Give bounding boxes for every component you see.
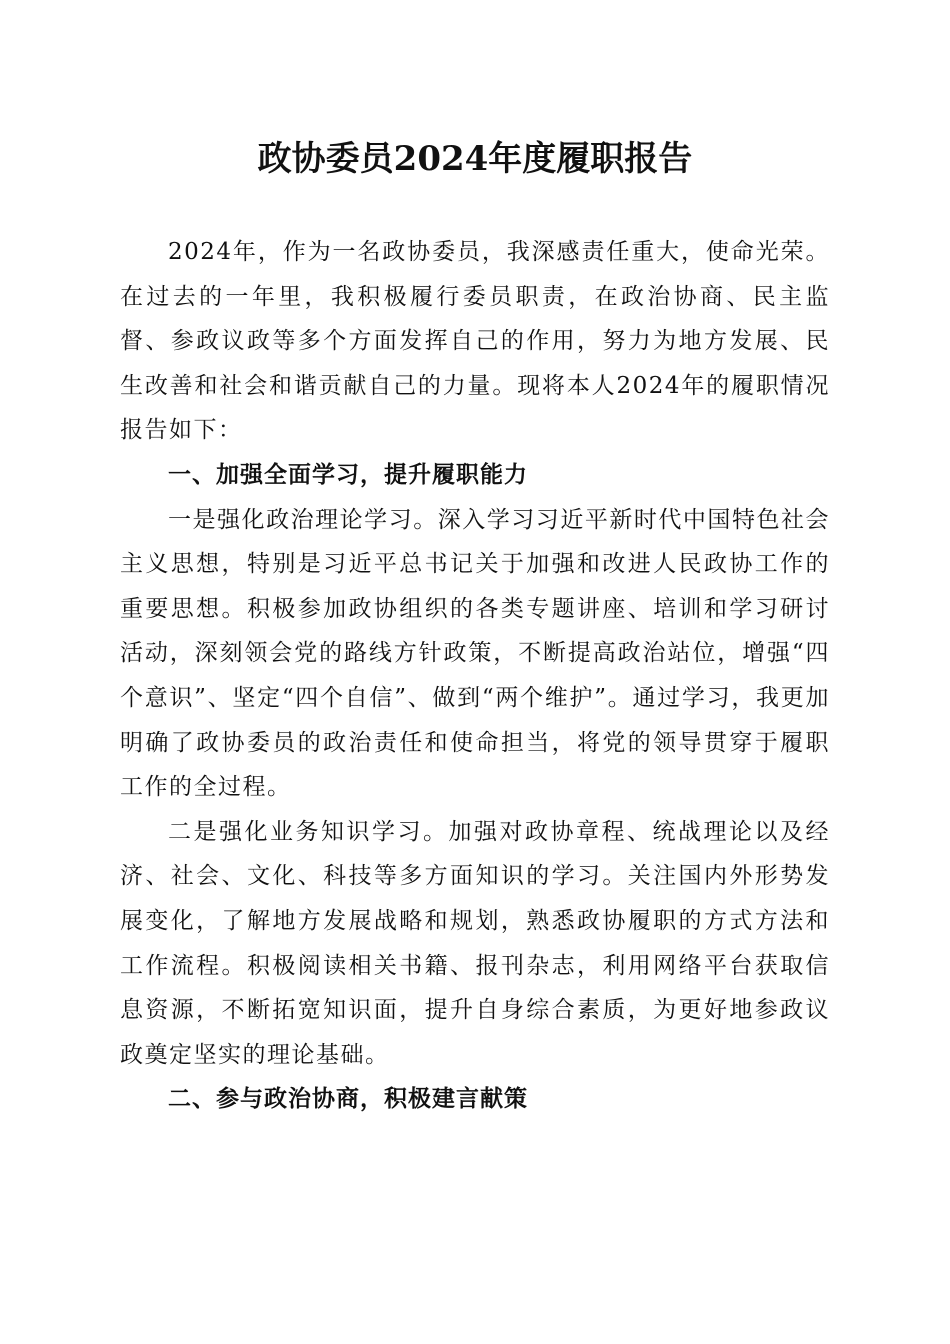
item-1-lead: 一是强化政治理论学习。: [168, 506, 438, 533]
item-1-text: 深入学习习近平新时代中国特色社会主义思想，特别是习近平总书记关于加强和改进人民政协工作的重要思想。积极参加政协组织的各类专题讲座、培训和学习研讨活动，深刻领会党的路线方针政策，不断提高政治站位，增强“四个意识”、坚定“四个自信”、做到“两个维护”。通过学习，我更加明确了政协委员的政治责任和使命担当，将党的领导贯穿于履职工作的全过程。: [120, 506, 831, 801]
document-title: 政协委员2024年度履职报告: [257, 139, 693, 179]
document-body: [120, 230, 830, 1122]
item-2-text: 加强对政协章程、统战理论以及经济、社会、文化、科技等多方面知识的学习。关注国内外形势发展变化，了解地方发展战略和规划，熟悉政协履职的方式方法和工作流程。积极阅读相关书籍、报刊杂志，利用网络平台获取信息资源，不断拓宽知识面，提升自身综合素质，为更好地参政议政奠定坚实的理论基础。: [120, 818, 830, 1068]
section-2-heading: 二、参与政治协商，积极建言献策: [168, 1086, 528, 1113]
intro-paragraph: 2024年，作为一名政协委员，我深感责任重大，使命光荣。在过去的一年里，我积极履行委员职责，在政治协商、民主监督、参政议政等多个方面发挥自己的作用，努力为地方发展、民生改善和社会和谐贡献自己的力量。现将本人2024年的履职情况报告如下：: [120, 239, 830, 444]
section-1-item-2: [120, 810, 830, 1078]
section-1-heading: 一、加强全面学习，提升履职能力: [168, 461, 528, 488]
section-1-item-1: [120, 498, 830, 810]
item-2-lead: 二是强化业务知识学习。: [168, 818, 449, 845]
